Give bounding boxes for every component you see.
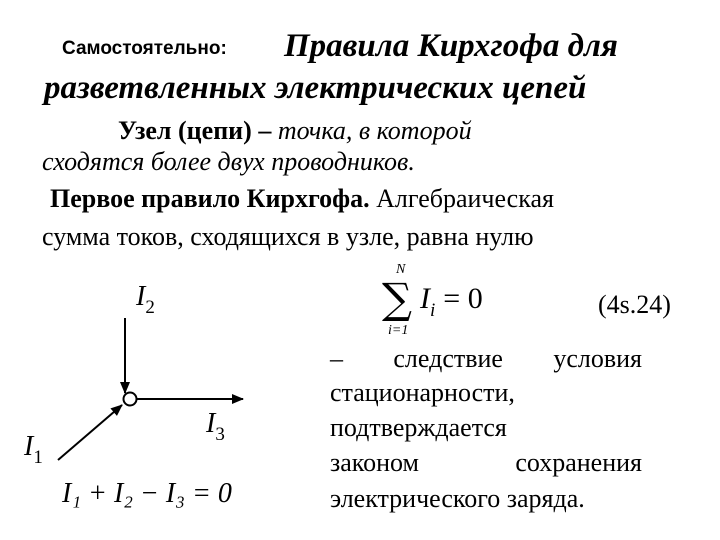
equation-number: (4s.24) [598,290,671,319]
consequence-line-3: подтверждается [330,413,507,442]
node-definition-line-2: сходятся более двух проводников. [42,147,415,176]
consequence-line-5: электрического заряда. [330,484,585,513]
consequence-word-4: сохранения [515,448,642,477]
label-i2: $I_2$ [136,281,155,318]
sum-rhs: = 0 [443,282,483,315]
current-equation: I₁ + I₂ − I₃ = 0 [62,478,232,509]
rule-line-2: сумма токов, сходящихся в узле, равна нулю [42,222,534,251]
consequence-word-1: следствие [393,344,503,373]
self-study-label: Самостоятельно: [62,38,227,59]
sum-symbol: ∑ [382,274,412,323]
rule-text-1: Алгебраическая [376,184,554,213]
consequence-word-2: условия [553,344,642,373]
label-i2-sub: 2 [145,297,155,318]
sum-body-sub: i [430,300,436,321]
sum-lower-limit: i=1 [388,323,409,338]
node-term: Узел (цепи) – [118,116,272,145]
node-definition-text-1: точка, в которой [277,116,472,145]
label-i1-sub: 1 [33,447,43,468]
rule-name: Первое правило Кирхгофа. [50,184,370,213]
consequence-line-1 [330,344,642,374]
consequence-line-4 [330,448,642,478]
label-i1: $I_1$ [24,431,43,468]
consequence-dash: – [330,344,343,373]
consequence-line-2: стационарности, [330,378,515,407]
consequence-word-3: законом [330,448,419,477]
wire-i1 [58,405,122,460]
sum-upper-limit: N [396,262,406,277]
label-i3-sub: 3 [215,424,225,445]
node-circle [124,393,137,406]
title-line-1: Правила Кирхгофа для [284,28,618,64]
title-line-2: разветвленных электрических цепей [44,70,587,106]
label-i3: $I_3$ [206,408,225,445]
sum-body: $I_i = 0$ [420,282,483,321]
